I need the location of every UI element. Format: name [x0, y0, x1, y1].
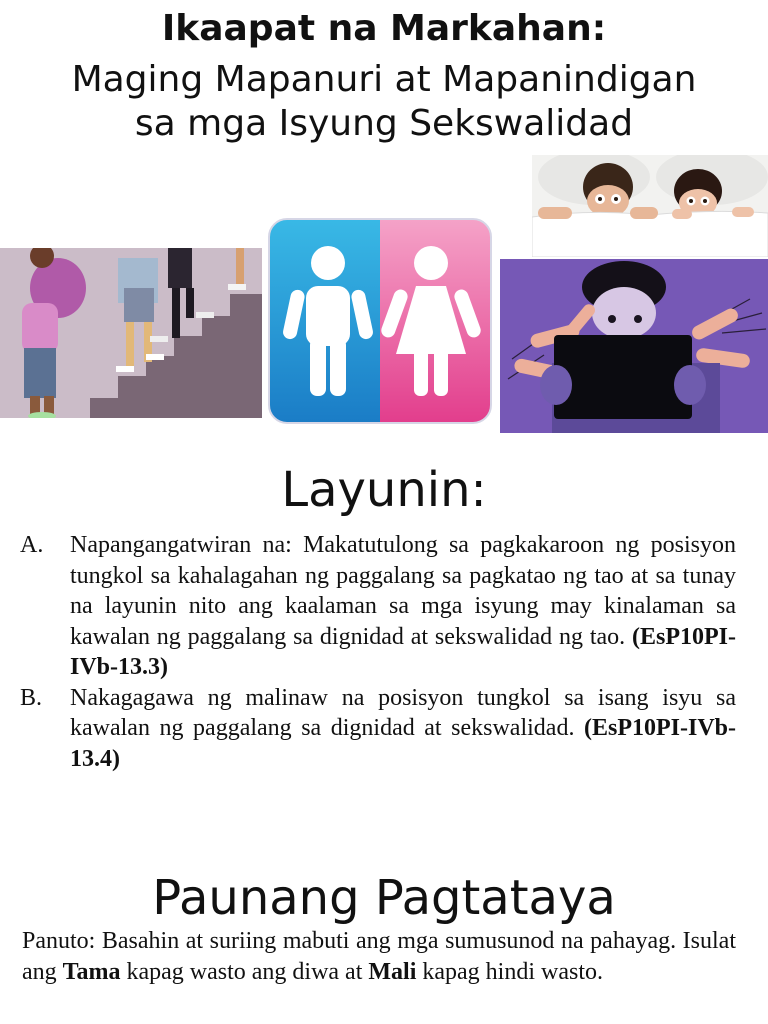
mali-keyword: Mali [368, 958, 417, 985]
boy-with-tablet-illustration [500, 259, 768, 433]
lesson-title [0, 58, 768, 146]
objective-text [70, 683, 736, 775]
quarter-title: Ikaapat na Markahan: [161, 8, 607, 49]
lesson-title-line-2: sa mga Isyung Sekswalidad [134, 103, 634, 144]
objectives-list [20, 530, 736, 774]
instruction-text: kapag hindi wasto. [422, 958, 604, 985]
objective-item-a [20, 530, 736, 683]
gender-restroom-sign [268, 218, 492, 424]
students-stairs-illustration [0, 248, 262, 418]
objective-description: Napangangatwiran na: Makatutulong sa pagkakaroon ng posisyon tungkol sa kahalagahan ng paggalang sa pagkatao ng tao at sa tunay na layunin nito ang kaalaman sa mga isyung may kinalaman sa kawalan ng paggalang sa dignidad at sekswalidad ng tao. [70, 532, 736, 650]
objective-letter: A. [20, 532, 44, 558]
objective-text [70, 530, 736, 683]
couple-under-blanket-photo [532, 155, 768, 257]
tama-keyword: Tama [62, 958, 121, 985]
objective-item-b [20, 683, 736, 775]
objectives-heading: Layunin: [281, 462, 487, 518]
competency-code: (EsP10PI-IVb-13.3) [70, 623, 737, 680]
objective-letter: B. [20, 684, 43, 711]
instruction-text: kapag wasto ang diwa at [126, 958, 363, 985]
pretest-instructions [22, 926, 736, 987]
instruction-text: Panuto: Basahin at suriing mabuti ang mga sumusunod na pahayag. Isulat ang [22, 928, 736, 985]
competency-code: (EsP10PI-IVb-13.4) [70, 715, 737, 772]
lesson-title-line-1: Maging Mapanuri at Mapanindigan [71, 59, 697, 100]
pretest-heading: Paunang Pagtataya [152, 870, 616, 926]
objective-description: Nakagagawa ng malinaw na posisyon tungkol sa isang isyu sa kawalan ng paggalang sa dignidad at sekswalidad. [70, 684, 736, 741]
